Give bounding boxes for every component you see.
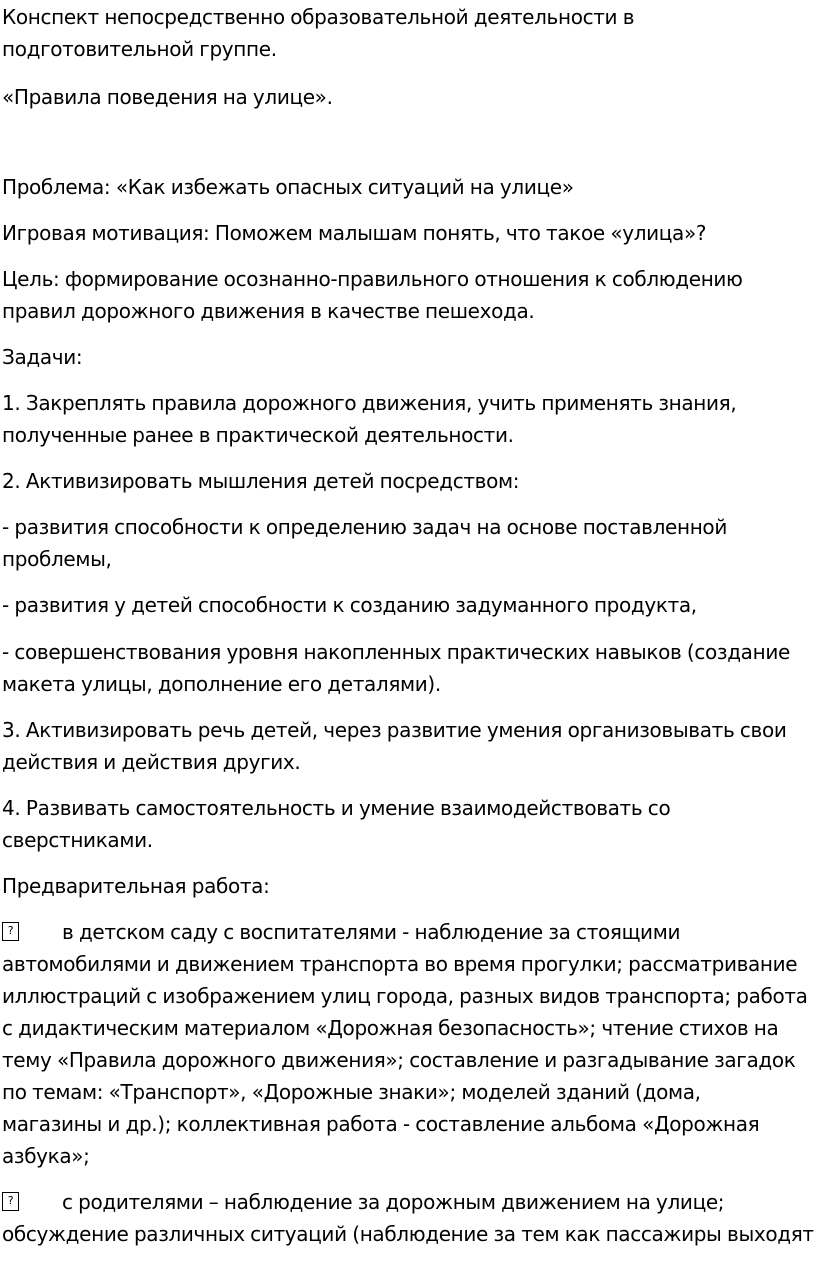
missing-glyph-box-icon [2,922,19,941]
subtask-1-line-1: - развития способности к определению задач на основе поставленной [2,515,727,539]
task-3-line-2: действия и действия других. [2,750,301,774]
prep-item-2-line-2: обсуждение различных ситуаций (наблюдение за тем как пассажиры выходят [2,1222,814,1246]
subtask-2: - развития у детей способности к созданию задуманного продукта, [2,593,697,617]
subtask-3-line-1: - совершенствования уровня накопленных практических навыков (создание [2,640,790,664]
task-3-line-1: 3. Активизировать речь детей, через развитие умения организовывать свои [2,718,787,742]
prep-item-1-line-4: с дидактическим материалом «Дорожная безопасность»; чтение стихов на [2,1016,779,1040]
prep-item-2-line-1 [2,1187,724,1217]
task-4-line-2: сверстниками. [2,828,153,852]
prep-item-1-line-7: магазины и др.); коллективная работа - составление альбома «Дорожная [2,1112,760,1136]
prep-item-1-line-5: тему «Правила дорожного движения»; составление и разгадывание загадок [2,1048,796,1072]
title-line-2: подготовительной группе. [2,37,277,61]
subtask-3-line-2: макета улицы, дополнение его деталями). [2,672,441,696]
problem-text: Проблема: «Как избежать опасных ситуаций на улице» [2,175,574,199]
task-4-line-1: 4. Развивать самостоятельность и умение взаимодействовать со [2,796,671,820]
task-2: 2. Активизировать мышления детей посредством: [2,469,520,493]
task-1-line-1: 1. Закреплять правила дорожного движения, учить применять знания, [2,391,737,415]
goal-line-2: правил дорожного движения в качестве пешехода. [2,299,535,323]
prep-item-1-line-2: автомобилями и движением транспорта во время прогулки; рассматривание [2,952,798,976]
prep-item-1-line-8: азбука»; [2,1144,90,1168]
motivation-text: Игровая мотивация: Поможем малышам понять, что такое «улица»? [2,221,707,245]
tasks-heading: Задачи: [2,345,83,369]
prep-item-1-text: в детском саду с воспитателями - наблюдение за стоящими [62,920,681,944]
task-1-line-2: полученные ранее в практической деятельности. [2,423,514,447]
prep-item-1-line-3: иллюстраций с изображением улиц города, разных видов транспорта; работа [2,984,808,1008]
prep-item-2-text: с родителями – наблюдение за дорожным движением на улице; [62,1190,725,1214]
missing-glyph-box-icon [2,1192,19,1211]
prep-item-1-line-1 [2,917,680,947]
goal-line-1: Цель: формирование осознанно-правильного отношения к соблюдению [2,267,743,291]
title-line-1: Конспект непосредственно образовательной деятельности в [2,5,635,29]
prep-item-1-line-6: по темам: «Транспорт», «Дорожные знаки»; моделей зданий (дома, [2,1080,701,1104]
subtitle: «Правила поведения на улице». [2,85,333,109]
subtask-1-line-2: проблемы, [2,547,112,571]
prep-heading: Предварительная работа: [2,874,270,898]
